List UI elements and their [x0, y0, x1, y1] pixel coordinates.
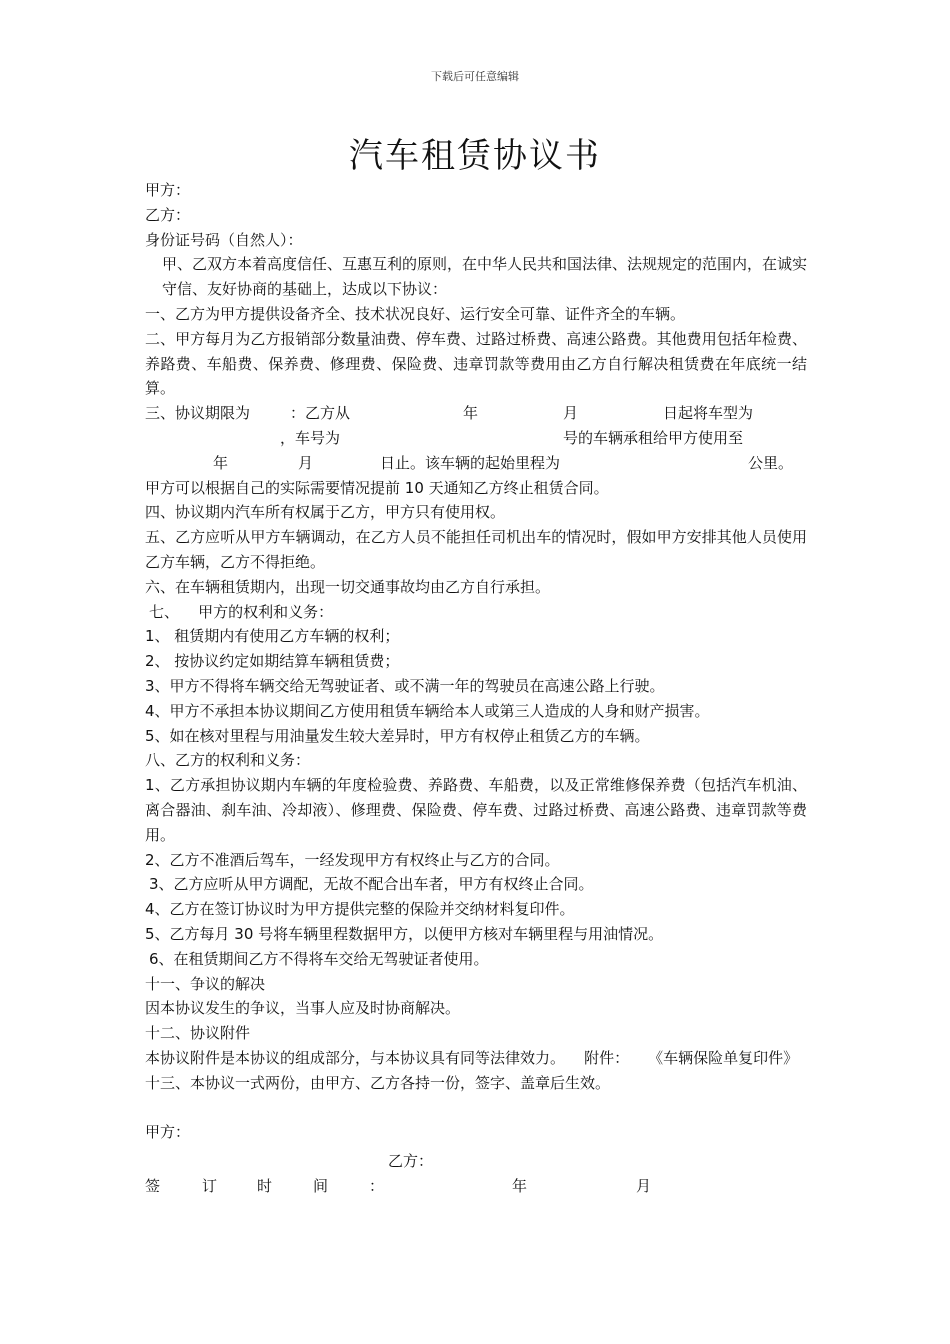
signing-time-char: ： [369, 1176, 385, 1195]
signature-party-a: 甲方： [145, 1123, 191, 1142]
clause-7-item: 5、如在核对里程与用油量发生较大差异时，甲方有权停止租赁乙方的车辆。 [145, 726, 650, 745]
clause-13: 十三、本协议一式两份，由甲方、乙方各持一份，签字、盖章后生效。 [145, 1073, 611, 1092]
clause-3-day-label: 日起将车型为 [663, 404, 754, 423]
clause-3-rent-label: 号的车辆承租给甲方使用至 [563, 428, 744, 447]
document-body [145, 178, 807, 1199]
signature-party-b: 乙方： [388, 1152, 434, 1171]
clause-12-title: 十二、协议附件 [145, 1024, 251, 1043]
id-number-label: 身份证号码（自然人）： [145, 230, 303, 249]
clause-3-line-4: 甲方可以根据自己的实际需要情况提前 10 天通知乙方终止租赁合同。 [145, 478, 609, 497]
signing-time-char: 订 [202, 1176, 218, 1195]
clause-8-item: 3、乙方应听从甲方调配，无故不配合出车者，甲方有权终止合同。 [149, 875, 594, 894]
clause-11-title: 十一、争议的解决 [145, 974, 266, 993]
clause-12-text: 本协议附件是本协议的组成部分，与本协议具有同等法律效力。 附件： 《车辆保险单复印件》 [145, 1048, 799, 1067]
clause-7-item: 3、甲方不得将车辆交给无驾驶证者、或不满一年的驾驶员在高速公路上行驶。 [145, 676, 665, 695]
clause-3-plate-label: ，车号为 [280, 428, 341, 447]
clause-3-year-label: 年 [463, 404, 479, 423]
clause-3-month-label: 月 [563, 404, 579, 423]
clause-8-item: 1、乙方承担协议期内车辆的年度检验费、养路费、车船费，以及正常维修保养费（包括汽车机油、离合器油、刹车油、冷却液）、修理费、保险费、停车费、过路过桥费、高速公路费、违章罚款等费用。 [145, 776, 807, 844]
clause-8-item: 5、乙方每月 30 号将车辆里程数据甲方，以便甲方核对车辆里程与用油情况。 [145, 924, 664, 943]
clause-3-end-year-label: 年 [213, 453, 229, 472]
clause-1: 一、乙方为甲方提供设备齐全、技术状况良好、运行安全可靠、证件齐全的车辆。 [145, 304, 686, 323]
clause-7-item: 1、 租赁期内有使用乙方车辆的权利； [145, 627, 400, 646]
signing-time-char: 间 [313, 1176, 329, 1195]
clause-8-item: 4、乙方在签订协议时为甲方提供完整的保险并交纳材料复印件。 [145, 900, 575, 919]
clause-4: 四、协议期内汽车所有权属于乙方，甲方只有使用权。 [145, 503, 506, 522]
clause-7-item: 2、 按协议约定如期结算车辆租赁费； [145, 652, 400, 671]
clause-3-line-2 [145, 426, 807, 451]
clause-5: 五、乙方应听从甲方车辆调动，在乙方人员不能担任司机出车的情况时，假如甲方安排其他人员使用乙方车辆，乙方不得拒绝。 [145, 528, 807, 571]
clause-3-line-3 [145, 451, 807, 476]
signing-time-char: 时 [257, 1176, 273, 1195]
party-a-label: 甲方： [145, 181, 191, 199]
clause-3-term-label: 三、协议期限为 [145, 404, 251, 423]
clause-11-text: 因本协议发生的争议，当事人应及时协商解决。 [145, 999, 461, 1018]
intro-paragraph: 甲、乙双方本着高度信任、互惠互利的原则，在中华人民共和国法律、法规规定的范围内，在诚实守信、友好协商的基础上，达成以下协议： [162, 255, 808, 299]
clause-6: 六、在车辆租赁期内，出现一切交通事故均由乙方自行承担。 [145, 577, 551, 596]
party-b-label: 乙方： [145, 205, 191, 224]
clause-7-title: 七、 甲方的权利和义务： [149, 602, 334, 621]
document-title: 汽车租赁协议书 [349, 136, 601, 176]
clause-8-title: 八、乙方的权利和义务： [145, 751, 311, 770]
clause-8-item: 6、在租赁期间乙方不得将车交给无驾驶证者使用。 [149, 949, 489, 968]
signing-time-line [145, 1174, 807, 1199]
clause-3-mileage-label: 日止。该车辆的起始里程为 [380, 453, 561, 472]
clause-2: 二、甲方每月为乙方报销部分数量油费、停车费、过路过桥费、高速公路费。其他费用包括年检费、养路费、车船费、保养费、修理费、保险费、违章罚款等费用由乙方自行解决租赁费在年底统一结算。 [145, 329, 807, 398]
clause-8-item: 2、乙方不准酒后驾车，一经发现甲方有权终止与乙方的合同。 [145, 850, 560, 869]
page-header: 下载后可任意编辑 [431, 70, 519, 83]
clause-7-item: 4、甲方不承担本协议期间乙方使用租赁车辆给本人或第三人造成的人身和财产损害。 [145, 701, 710, 720]
clause-3-km-label: 公里。 [748, 453, 794, 472]
signing-time-month: 月 [636, 1176, 652, 1195]
clause-3-from-label: ：乙方从 [290, 404, 351, 423]
clause-3-end-month-label: 月 [298, 453, 314, 472]
signing-time-char: 签 [145, 1176, 161, 1195]
clause-3-line-1 [145, 401, 807, 426]
signing-time-year: 年 [512, 1176, 528, 1195]
